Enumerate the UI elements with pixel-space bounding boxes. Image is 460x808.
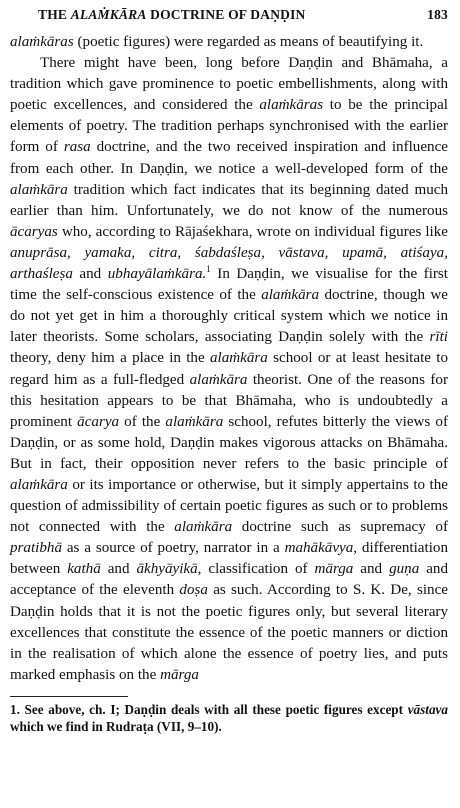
text-run: theory, deny him a place in the xyxy=(10,350,210,367)
italic-term: alaṁkāra xyxy=(10,476,68,493)
text-run: and xyxy=(353,561,390,578)
italic-term: alaṁkāra xyxy=(209,350,268,367)
text-run: and xyxy=(72,266,108,283)
italic-term: ubhayālaṁkāra. xyxy=(107,266,207,283)
text-run: of the xyxy=(119,413,166,430)
text-run: There might have been, long before Daṇḍin and Bhāmaha, a tradition which gave prominence to poetic embellishments, along with poetic excellences, and considered the xyxy=(10,55,448,114)
italic-term: alaṁkāra xyxy=(174,519,233,536)
text-run: , classification of xyxy=(197,561,315,578)
text-run: as such. According to S. K. De, since Daṇḍin holds that it is not the poetic figures only, but several literary excellences that constitute the essence of the poetic manners or diction in the realisation of which alone the essence of poetry lies, and puts marked emphasis on the xyxy=(10,582,448,683)
text-run: and xyxy=(100,561,137,578)
text-run: doctrine such as supremacy of xyxy=(232,519,448,536)
italic-term: kathā xyxy=(67,561,101,578)
italic-term: doṣa xyxy=(179,582,208,599)
italic-term: vāstava xyxy=(407,701,448,717)
text-run: as a source of poetry, narrator in a xyxy=(62,540,285,557)
body-text xyxy=(10,32,448,686)
text-run: 1. See above, ch. I; Daṇḍin deals with all these poetic figures except xyxy=(10,701,408,717)
footnote-divider xyxy=(10,696,128,697)
italic-term: guṇa xyxy=(389,561,420,578)
italic-term: alaṁkāra xyxy=(189,371,248,388)
text-run: school, refutes bitterly the views of Daṇḍin, or as some hold, Daṇḍin makes vigorous attacks on Bhāmaha. But in fact, their opposition never refers to the basic principle of xyxy=(10,413,448,472)
italic-term: anuprāsa, yamaka, citra, śabdaśleṣa, vāstava, upamā, atiśaya, arthaśleṣa xyxy=(10,244,448,283)
paragraph xyxy=(10,32,448,53)
text-run: doctrine, and the two received inspiration and influence from each other. In Daṇḍin, we notice a well-developed form of the xyxy=(10,139,449,177)
italic-term: ācaryas xyxy=(10,223,58,240)
text-run: and acceptance of the eleventh xyxy=(10,561,448,599)
paragraph xyxy=(10,53,448,686)
running-head-title xyxy=(38,4,306,26)
italic-term: mahākāvya xyxy=(284,540,354,557)
italic-term: alaṁkāra xyxy=(261,287,320,304)
text-run: which we find in Rudraṭa (VII, 9–10). xyxy=(10,718,222,734)
italic-term: alaṁkāras xyxy=(259,97,324,114)
title-suffix: DOCTRINE OF DAṆḌIN xyxy=(146,7,306,22)
italic-term: alaṁkāras xyxy=(10,34,74,50)
page-number: 183 xyxy=(427,7,448,22)
italic-term: rasa xyxy=(63,139,91,156)
italic-term: ākhyāyikā xyxy=(136,561,198,578)
text-run: school or at least hesitate to regard him as a full-fledged xyxy=(10,350,449,388)
italic-term: mārga xyxy=(314,561,354,578)
italic-term: pratibhā xyxy=(10,540,62,557)
italic-term: mārga xyxy=(160,666,199,683)
italic-term: ācarya xyxy=(77,413,120,430)
text-run: or its importance or otherwise, but it simply appertains to the question of admissibility of certain poetic figures as such or to problems not connected with the xyxy=(10,476,448,536)
italic-term: rīti xyxy=(429,329,448,346)
text-run: theorist. One of the reasons for this hesitation appears to be that Bhāmaha, who is undoubtedly a prominent xyxy=(10,371,448,430)
text-run: tradition which fact indicates that its beginning dated much earlier than him. Unfortunately, we do not know of the numerous xyxy=(10,181,448,219)
text-run: , differentiation between xyxy=(10,540,448,578)
text-run: doctrine, though we do not yet get in him a thoroughly critical system which we notice in later theorists. Some scholars, associating Daṇḍin solely with the xyxy=(10,287,449,346)
text-run: (poetic figures) were regarded as means of beautifying it. xyxy=(73,34,424,50)
footnote xyxy=(10,701,448,735)
title-italic: ALAṀKĀRA xyxy=(70,7,147,22)
footnote-marker: 1 xyxy=(206,264,211,274)
text-run: who, according to Rājaśekhara, wrote on individual figures like xyxy=(57,223,448,240)
title-prefix: THE xyxy=(38,7,71,22)
text-run: to be the principal elements of poetry. The tradition perhaps synchronised with the earlier form of xyxy=(10,97,448,156)
italic-term: alaṁkāra xyxy=(10,181,68,198)
running-head xyxy=(38,4,448,26)
text-run: In Daṇḍin, we visualise for the first time the self-conscious existence of the xyxy=(10,266,448,304)
italic-term: alaṁkāra xyxy=(165,413,224,430)
